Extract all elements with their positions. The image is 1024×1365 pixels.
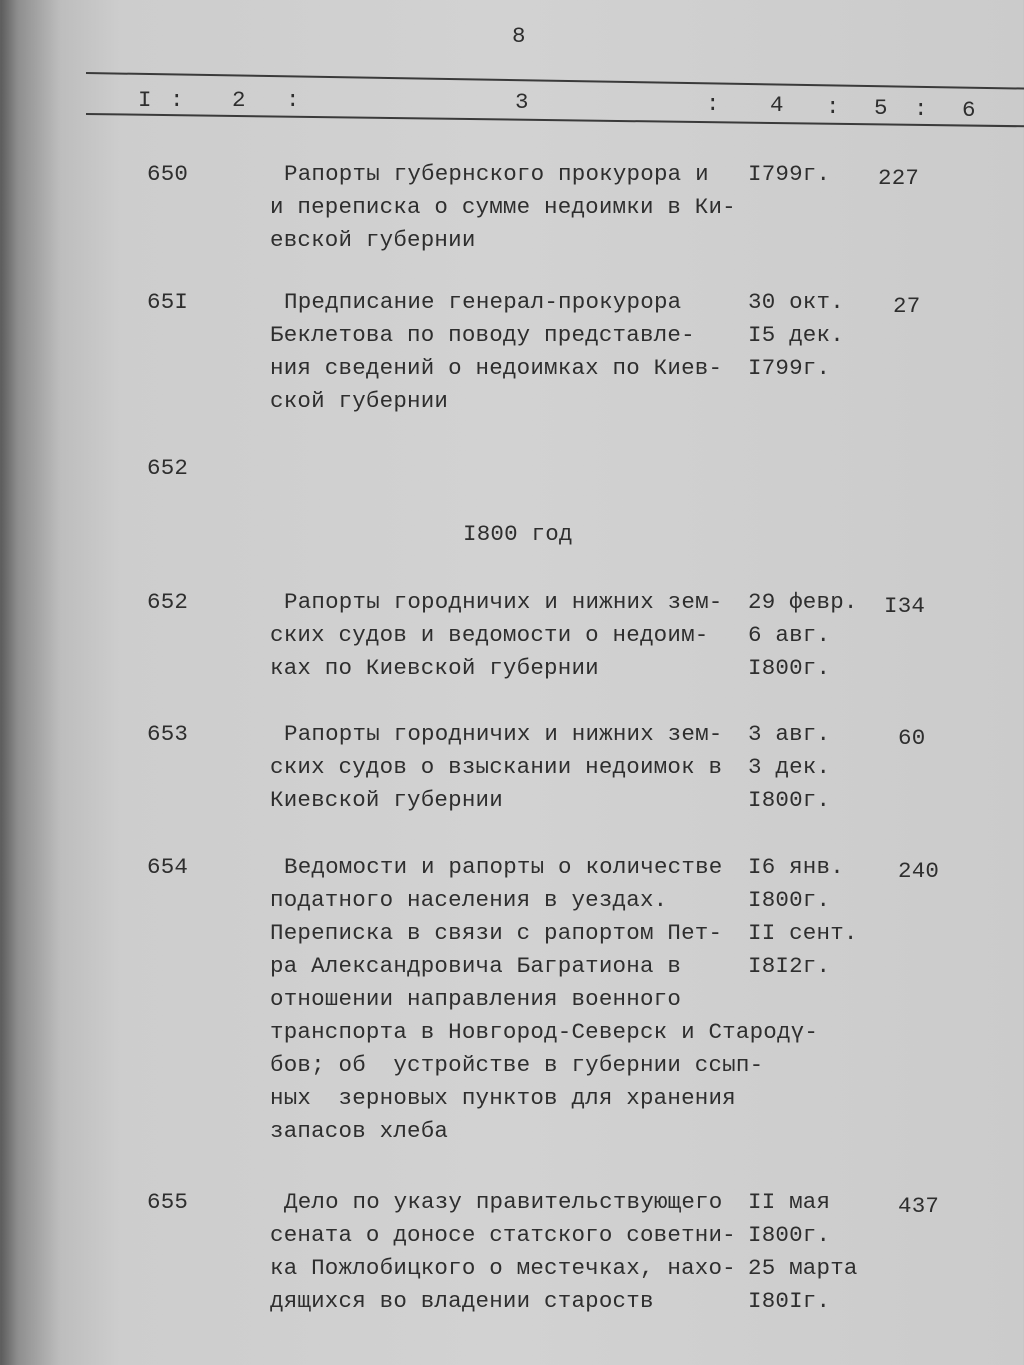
entry-title-line: ках по Киевской губернии	[270, 655, 599, 681]
entry-title-line: отношении направления военного	[270, 986, 682, 1012]
column-header-4: 4	[770, 92, 784, 118]
entry-date: II мая	[748, 1189, 831, 1215]
entry-title-line: Беклетова по поводу представле-	[270, 322, 695, 348]
entry-title-line: Ведомости и рапорты о количестве	[284, 854, 723, 880]
entry-date: I800г.	[748, 1222, 831, 1248]
column-header-1: I	[138, 87, 152, 113]
entry-title-line: ния сведений о недоимках по Киев-	[270, 355, 723, 381]
entry-date: 6 авг.	[748, 622, 831, 648]
entry-sheet-count: I34	[884, 593, 926, 619]
entry-title-line: Рапорты губернского прокурора и	[284, 161, 709, 187]
entry-date: I799г.	[748, 161, 831, 187]
column-separator: :	[706, 91, 720, 117]
entry-title-line: запасов хлеба	[270, 1118, 449, 1144]
page-number: 8	[512, 23, 526, 49]
entry-title-line: ских судов и ведомости о недоим-	[270, 622, 709, 648]
entry-date: 25 марта	[748, 1255, 858, 1281]
entry-number: 653	[147, 721, 189, 747]
entry-title-line: ных зерновых пунктов для хранения	[270, 1085, 736, 1111]
entry-title-line: дящихся во владении староств	[270, 1288, 654, 1314]
entry-title-line: сената о доносе статского советни-	[270, 1222, 736, 1248]
entry-sheet-count: 60	[898, 725, 926, 751]
entry-date: I799г.	[748, 355, 831, 381]
entry-date: 3 авг.	[748, 721, 831, 747]
entry-number: 652	[147, 589, 189, 615]
entry-title-line: Предписание генерал-прокурора	[284, 289, 682, 315]
entry-date: 29 февр.	[748, 589, 858, 615]
entry-title-line: Рапорты городничих и нижних зем-	[284, 721, 723, 747]
entry-date: 30 окт.	[748, 289, 844, 315]
year-heading: I800 год	[463, 521, 573, 547]
entry-date: II сент.	[748, 920, 858, 946]
entry-title-line: евской губернии	[270, 227, 476, 253]
entry-title-line: бов; об устройстве в губернии ссып-	[270, 1052, 764, 1078]
entry-title-line: ских судов о взыскании недоимок в	[270, 754, 723, 780]
entry-date: I800г.	[748, 655, 831, 681]
entry-number: 652	[147, 455, 189, 481]
entry-title-line: Рапорты городничих и нижних зем-	[284, 589, 723, 615]
entry-sheet-count: 240	[898, 858, 940, 884]
entry-title-line: и переписка о сумме недоимки в Ки-	[270, 194, 736, 220]
entry-title-line: Киевской губернии	[270, 787, 503, 813]
entry-sheet-count: 27	[893, 293, 921, 319]
column-separator: :	[286, 87, 300, 113]
entry-date: I6 янв.	[748, 854, 844, 880]
entry-date: I800г.	[748, 787, 831, 813]
entry-number: 650	[147, 161, 189, 187]
entry-number: 654	[147, 854, 189, 880]
entry-number: 655	[147, 1189, 189, 1215]
column-separator: :	[170, 87, 184, 113]
entry-number: 65I	[147, 289, 189, 315]
entry-title-line: Дело по указу правительствующего	[284, 1189, 723, 1215]
header-top-rule	[86, 72, 1024, 90]
column-header-6: 6	[962, 97, 976, 123]
column-separator: :	[826, 94, 840, 120]
column-header-3: 3	[515, 89, 529, 115]
entry-sheet-count: 227	[878, 165, 920, 191]
entry-title-line: податного населения в уездах.	[270, 887, 668, 913]
entry-title-line: ка Пожлобицкого о местечках, нахо-	[270, 1255, 736, 1281]
column-header-2: 2	[232, 87, 246, 113]
entry-date: 3 дек.	[748, 754, 831, 780]
entry-date: I5 дек.	[748, 322, 844, 348]
entry-sheet-count: 437	[898, 1193, 940, 1219]
entry-date: I800г.	[748, 887, 831, 913]
column-separator: :	[914, 96, 928, 122]
entry-date: I8I2г.	[748, 953, 831, 979]
entry-title-line: Переписка в связи с рапортом Пет-	[270, 920, 723, 946]
entry-title-line: ской губернии	[270, 388, 449, 414]
entry-title-line: ра Александровича Багратиона в	[270, 953, 682, 979]
entry-date: I80Iг.	[748, 1288, 831, 1314]
column-header-5: 5	[874, 95, 888, 121]
entry-title-line: транспорта в Новгород-Северск и Стародү-	[270, 1019, 819, 1045]
